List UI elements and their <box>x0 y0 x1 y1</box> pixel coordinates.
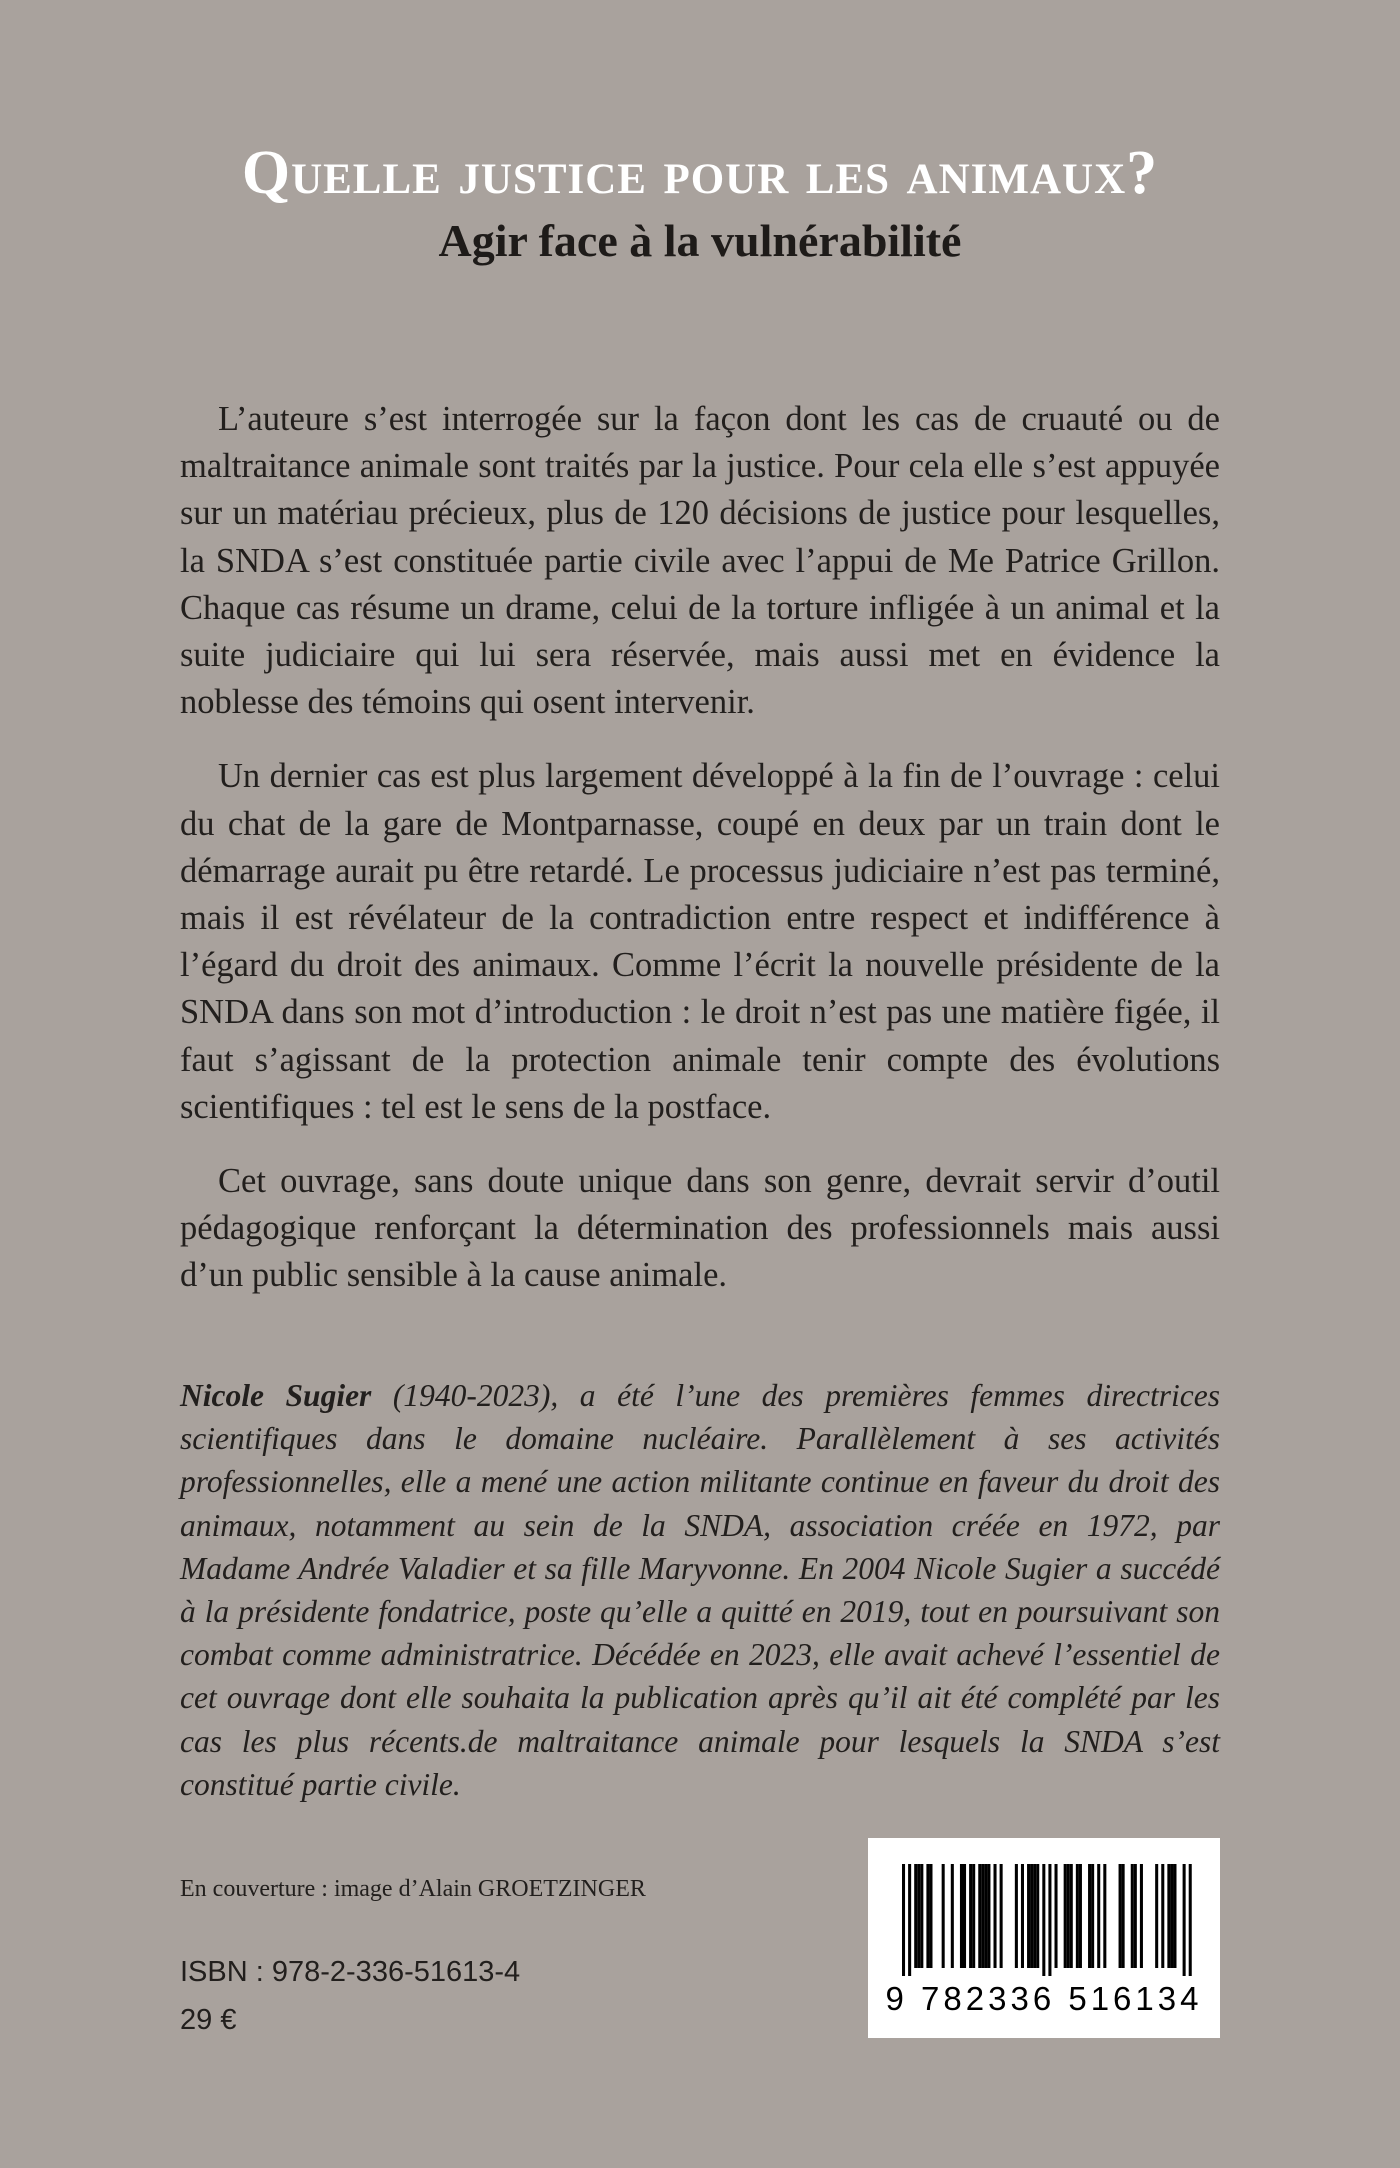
barcode-bar <box>1122 1864 1125 1968</box>
barcode-bar <box>920 1864 923 1968</box>
summary-paragraph-3: Cet ouvrage, sans doute unique dans son genre, devrait servir d’outil pédagogique renforçant la détermination des professionnels mais aussi d’un public sensible à la cause animale. <box>180 1162 1220 1295</box>
barcode-bar <box>1155 1864 1158 1968</box>
barcode-bar <box>1033 1864 1036 1968</box>
barcode-bar <box>914 1864 917 1968</box>
barcode-bar <box>1088 1864 1091 1968</box>
barcode-bar <box>1167 1864 1170 1968</box>
book-subtitle: Agir face à la vulnérabilité <box>438 215 962 267</box>
barcode-bar <box>942 1864 945 1968</box>
book-title: Quelle justice pour les animaux? <box>241 138 1159 207</box>
barcode-bar <box>1189 1864 1192 1976</box>
barcode-bar <box>1042 1864 1045 1976</box>
isbn: ISBN : 978-2-336-51613-4 <box>180 1956 521 1988</box>
barcode-bar <box>972 1864 975 1968</box>
barcode-bar <box>908 1864 911 1976</box>
barcode-bar <box>1015 1864 1018 1968</box>
barcode-bar <box>1021 1864 1024 1968</box>
barcode-bar <box>1067 1864 1070 1968</box>
barcode-bar <box>984 1864 987 1968</box>
barcode-bar <box>1091 1864 1094 1968</box>
barcode-bar <box>1161 1864 1164 1968</box>
barcode <box>868 1838 1220 2038</box>
author-name: Nicole Sugier <box>180 1378 372 1413</box>
barcode-bar <box>981 1864 984 1968</box>
barcode-bar <box>917 1864 920 1968</box>
barcode-bar <box>978 1864 981 1968</box>
barcode-bar <box>1027 1864 1030 1968</box>
barcode-bar <box>929 1864 932 1968</box>
barcode-bar <box>969 1864 972 1968</box>
barcode-bar <box>1140 1864 1143 1968</box>
price: 29 € <box>180 2004 237 2036</box>
barcode-bar <box>994 1864 997 1968</box>
barcode-bar <box>1055 1864 1058 1968</box>
barcode-bar <box>963 1864 966 1968</box>
barcode-bar <box>1070 1864 1073 1968</box>
barcode-bar <box>1076 1864 1079 1968</box>
summary-paragraph-2: Un dernier cas est plus largement développé à la fin de l’ouvrage : celui du chat de la gare de Montparnasse, coupé en deux par un train dont le démarrage aurait pu être retardé. Le processus judiciaire n’est pas terminé, mais il est révélateur de la contradiction entre respect et indifférence à l’égard du droit des animaux. Comme l’écrit la nouvelle présidente de la SNDA dans son mot d’introduction : le droit n’est pas une matière figée, il faut s’agissant de la protection animale tenir compte des évolutions scientifiques : tel est le sens de la postface. <box>180 757 1220 1126</box>
barcode-bar <box>1030 1864 1033 1968</box>
barcode-bar <box>1064 1864 1067 1968</box>
barcode-bar <box>1036 1864 1039 1968</box>
barcode-bar <box>1119 1864 1122 1968</box>
barcode-bar <box>1048 1864 1051 1976</box>
summary-paragraph-1: L’auteure s’est interrogée sur la façon dont les cas de cruauté ou de maltraitance animale sont traités par la justice. Pour cela elle s’est appuyée sur un matériau précieux, plus de 120 décisions de justice pour lesquelles, la SNDA s’est constituée partie civile avec l’appui de Me Patrice Grillon. Chaque cas résume un drame, celui de la torture infligée à un animal et la suite judiciaire qui lui sera réservée, mais aussi met en évidence la noblesse des témoins qui osent intervenir. <box>180 400 1220 722</box>
barcode-bars <box>888 1864 1200 1976</box>
barcode-bar <box>951 1864 954 1968</box>
barcode-bar <box>1170 1864 1173 1968</box>
summary-text <box>180 396 1220 1327</box>
author-bio <box>180 1374 1220 1806</box>
barcode-bar <box>1097 1864 1100 1968</box>
barcode-bar <box>1131 1864 1134 1968</box>
barcode-bar <box>902 1864 905 1976</box>
barcode-bar <box>1183 1864 1186 1976</box>
barcode-bar <box>960 1864 963 1968</box>
cover-credit: En couverture : image d’Alain GROETZINGER <box>180 1876 646 1902</box>
barcode-bar <box>987 1864 990 1968</box>
barcode-bar <box>1000 1864 1003 1968</box>
barcode-bar <box>926 1864 929 1968</box>
barcode-bar <box>1173 1864 1176 1968</box>
barcode-bar <box>1079 1864 1082 1968</box>
barcode-bar <box>1103 1864 1106 1968</box>
barcode-number: 9 782336 516134 <box>885 1980 1203 2017</box>
author-bio-text: (1940-2023), a été l’une des premières femmes directrices scientifiques dans le domaine nucléaire. Parallèlement à ses activités professionnelles, elle a mené une action militante continue en faveur du droit des animaux, notamment au sein de la SNDA, association créée en 1972, par Madame Andrée Valadier et sa fille Maryvonne. En 2004 Nicole Sugier a succédé à la présidente fondatrice, poste qu’elle a quitté en 2019, tout en poursuivant son combat comme administratrice. Décédée en 2023, elle avait achevé l’essentiel de cet ouvrage dont elle souhaita la publication après qu’il ait été complété par les cas les plus récents.de maltraitance animale pour lesquels la SNDA s’est constitué partie civile. <box>180 1378 1220 1802</box>
barcode-bar <box>1134 1864 1137 1968</box>
